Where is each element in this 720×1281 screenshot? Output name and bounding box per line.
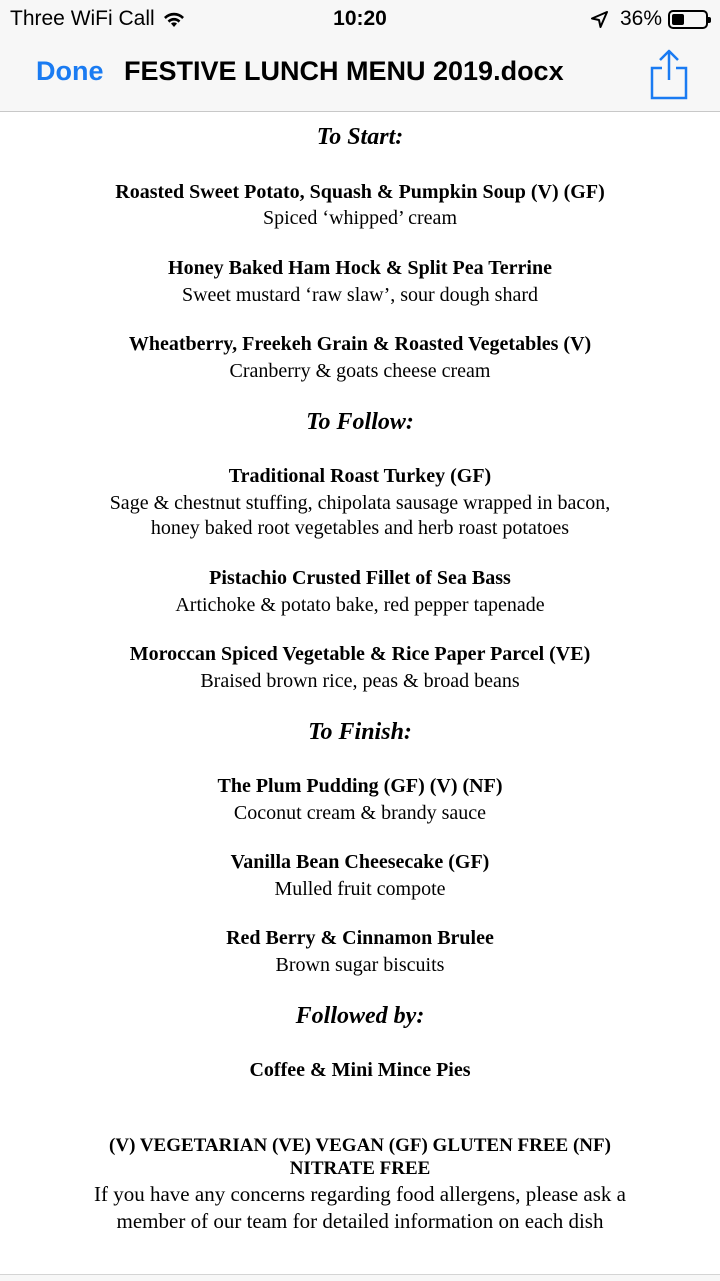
dish-name: Coffee & Mini Mince Pies <box>249 1059 471 1081</box>
nav-bar <box>0 40 720 112</box>
dish-description: Brown sugar biscuits <box>275 954 445 976</box>
status-right-group <box>591 7 708 31</box>
carrier-name: Three WiFi Call <box>10 7 155 30</box>
heading-to-follow: To Follow: <box>306 409 414 435</box>
dish-name: Vanilla Bean Cheesecake (GF) <box>230 851 490 873</box>
allergen-notice: member of our team for detailed information on each dish <box>116 1209 604 1233</box>
heading-to-finish: To Finish: <box>308 719 412 745</box>
dish-description: Artichoke & potato bake, red pepper tapenade <box>175 594 545 616</box>
dish-name: Wheatberry, Freekeh Grain & Roasted Vegetables (V) <box>128 333 592 355</box>
heading-to-start: To Start: <box>316 124 404 150</box>
dish-name: Traditional Roast Turkey (GF) <box>228 465 492 487</box>
dish-description: Sweet mustard ‘raw slaw’, sour dough shard <box>181 284 539 306</box>
dish-description: honey baked root vegetables and herb roast potatoes <box>150 517 570 539</box>
dish-description: Spiced ‘whipped’ cream <box>263 207 457 229</box>
heading-followed-by: Followed by: <box>295 1003 425 1029</box>
dish-description: Sage & chestnut stuffing, chipolata sausage wrapped in bacon, <box>109 492 611 514</box>
dish-name: Red Berry & Cinnamon Brulee <box>226 927 494 949</box>
clock: 10:20 <box>333 7 387 30</box>
dish-description: Mulled fruit compote <box>274 878 446 900</box>
dish-description: Cranberry & goats cheese cream <box>229 360 491 382</box>
dish-description: Braised brown rice, peas & broad beans <box>200 670 520 692</box>
dish-name: Honey Baked Ham Hock & Split Pea Terrine <box>168 257 552 279</box>
done-button[interactable]: Done <box>36 56 104 86</box>
share-icon[interactable] <box>646 48 692 100</box>
battery-icon <box>668 10 708 29</box>
allergen-notice: If you have any concerns regarding food allergens, please ask a <box>94 1182 626 1206</box>
document-title: FESTIVE LUNCH MENU 2019.docx <box>124 56 564 86</box>
battery-percent: 36% <box>619 7 662 30</box>
status-bar <box>0 0 720 40</box>
dish-name: Pistachio Crusted Fillet of Sea Bass <box>209 567 511 589</box>
dish-name: The Plum Pudding (GF) (V) (NF) <box>217 775 503 797</box>
location-arrow-icon <box>591 11 608 28</box>
dish-name: Roasted Sweet Potato, Squash & Pumpkin Soup (V) (GF) <box>115 181 605 203</box>
dish-name: Moroccan Spiced Vegetable & Rice Paper Parcel (VE) <box>129 643 591 665</box>
dietary-legend: NITRATE FREE <box>289 1158 431 1179</box>
dietary-legend: (V) VEGETARIAN (VE) VEGAN (GF) GLUTEN FREE (NF) <box>109 1135 611 1156</box>
battery-fill <box>672 14 684 25</box>
dish-description: Coconut cream & brandy sauce <box>233 802 487 824</box>
